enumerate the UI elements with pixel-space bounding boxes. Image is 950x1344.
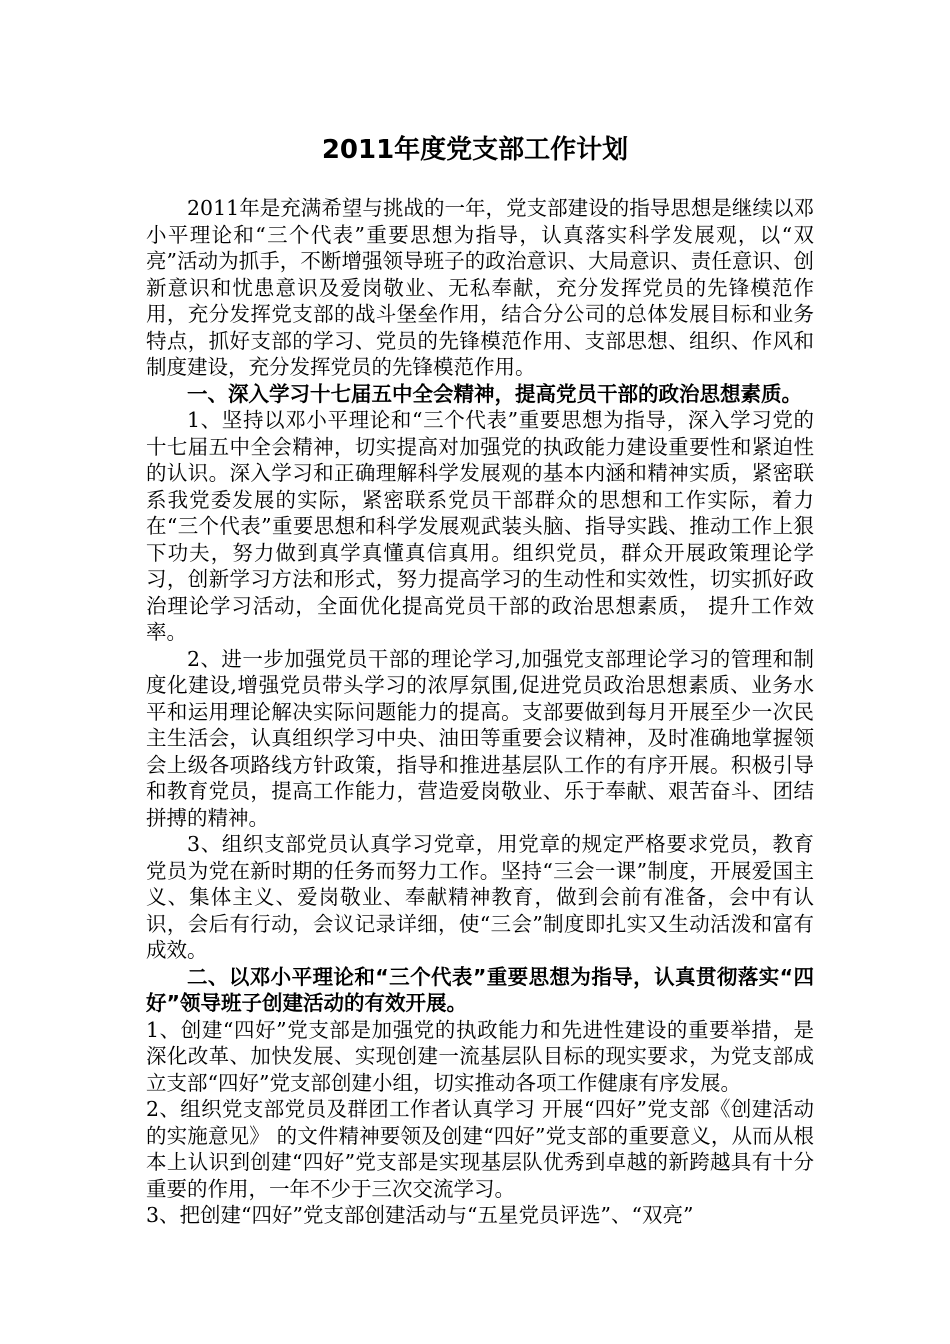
section-1-item-2: 2、进一步加强党员干部的理论学习,加强党支部理论学习的管理和制度化建设,增强党员带头学习的浓厚氛围,促进党员政治思想素质、业务水平和运用理论解决实际问题能力的提高。支部要做到每月开展至少一次民主生活会，认真组织学习中央、油田等重要会议精神，及时准确地掌握领会上级各项路线方针政策，指导和推进基层队工作的有序开展。积极引导和教育党员，提高工作能力，营造爱岗敬业、乐于奉献、艰苦奋斗、团结拼搏的精神。 [146, 646, 814, 830]
section-2-item-2: 2、组织党支部党员及群团工作者认真学习 开展“四好”党支部《创建活动的实施意见》 的文件精神要领及创建“四好”党支部的重要意义，从而从根本上认识到创建“四好”党支部是实现基层队优秀到卓越的新跨越具有十分重要的作用，一年不少于三次交流学习。 [146, 1097, 814, 1201]
intro-paragraph: 2011年是充满希望与挑战的一年，党支部建设的指导思想是继续以邓小平理论和“三个代表”重要思想为指导，认真落实科学发展观，以“双亮”活动为抓手，不断增强领导班子的政治意识、大局意识、责任意识、创新意识和忧患意识及爱岗敬业、无私奉献，充分发挥党员的先锋模范作用，充分发挥党支部的战斗堡垒作用，结合分公司的总体发展目标和业务特点，抓好支部的学习、党员的先锋模范作用、支部思想、组织、作风和制度建设，充分发挥党员的先锋模范作用。 [146, 196, 814, 379]
section-heading-2: 二、以邓小平理论和“三个代表”重要思想为指导，认真贯彻落实“四好”领导班子创建活动的有效开展。 [146, 964, 814, 1015]
section-2-item-3: 3、把创建“四好”党支部创建活动与“五星党员评选”、“双亮” [146, 1203, 694, 1227]
section-1-item-1: 1、坚持以邓小平理论和“三个代表”重要思想为指导，深入学习党的十七届五中全会精神，切实提高对加强党的执政能力建设重要性和紧迫性的认识。深入学习和正确理解科学发展观的基本内涵和精神实质，紧密联系我党委发展的实际，紧密联系党员干部群众的思想和工作实际，着力在“三个代表”重要思想和科学发展观武装头脑、指导实践、推动工作上狠下功夫，努力做到真学真懂真信真用。组织党员，群众开展政策理论学习，创新学习方法和形式，努力提高学习的生动性和实效性，切实抓好政治理论学习活动，全面优化提高党员干部的政治思想素质， 提升工作效率。 [146, 408, 814, 644]
section-2-item-1: 1、创建“四好”党支部是加强党的执政能力和先进性建设的重要举措，是深化改革、加快发展、实现创建一流基层队目标的现实要求，为党支部成立支部“四好”党支部创建小组，切实推动各项工作健康有序发展。 [146, 1017, 814, 1095]
document-title: 2011年度党支部工作计划 [321, 135, 629, 165]
document-body [146, 195, 814, 1229]
section-1-item-3: 3、组织支部党员认真学习党章，用党章的规定严格要求党员，教育党员为党在新时期的任务而努力工作。坚持“三会一课”制度，开展爱国主义、集体主义、爱岗敬业、奉献精神教育，做到会前有准备，会中有认识，会后有行动，会议记录详细，使“三会”制度即扎实又生动活泼和富有成效。 [146, 832, 814, 962]
section-heading-1: 一、深入学习十七届五中全会精神，提高党员干部的政治思想素质。 [187, 381, 802, 406]
